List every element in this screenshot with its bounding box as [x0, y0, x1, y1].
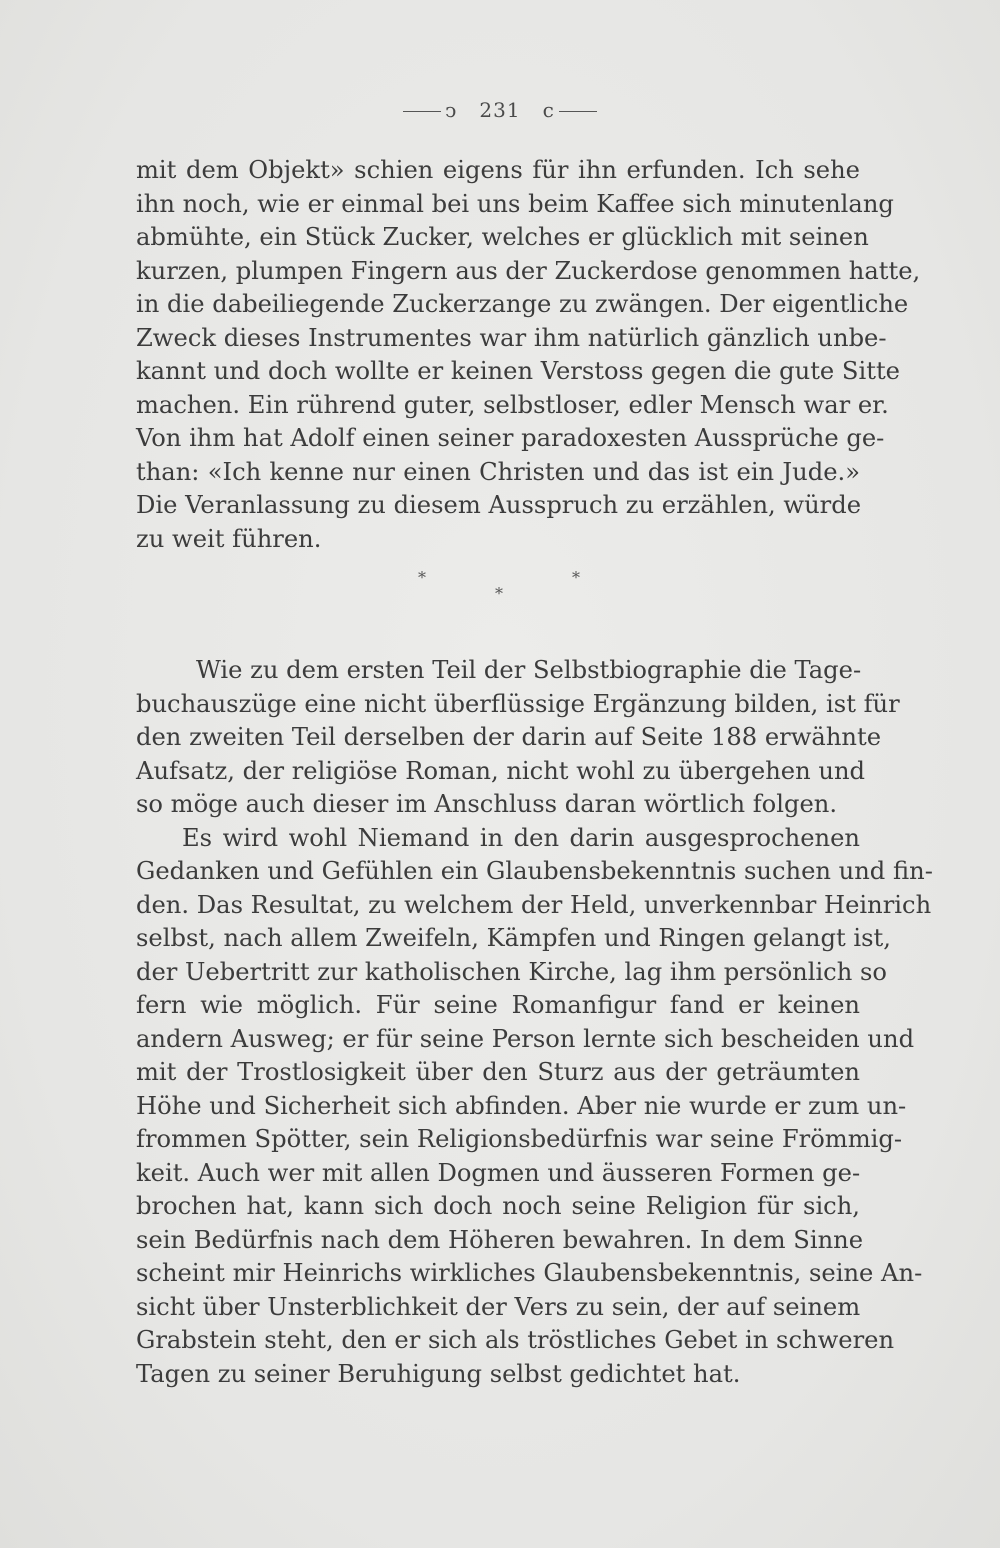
text-line: kannt und doch wollte er keinen Verstoss gegen die gute Sitte [136, 357, 900, 385]
separator-asterisk: * [418, 568, 426, 587]
text-line: than: «Ich kenne nur einen Christen und das ist ein Jude.» [136, 457, 860, 486]
text-line: brochen hat, kann sich doch noch seine Religion für sich, [136, 1192, 860, 1220]
text-line: frommen Spötter, sein Religionsbedürfnis war seine Frömmig- [136, 1125, 903, 1153]
text-line: mit dem Objekt» schien eigens für ihn erfunden. Ich sehe [136, 156, 860, 184]
paragraph-continuation [136, 154, 921, 556]
text-line: sicht über Unsterblichkeit der Vers zu sein, der auf seinem [136, 1292, 861, 1321]
text-line: Wie zu dem ersten Teil der Selbstbiographie die Tage- [196, 656, 862, 684]
right-rule [559, 111, 597, 112]
text-line: den zweiten Teil derselben der darin auf Seite 188 erwähnte [136, 723, 882, 751]
separator-asterisk: * [572, 568, 580, 587]
left-ornament: ↄ [445, 98, 458, 122]
separator-asterisk: * [495, 584, 503, 603]
text-line: kurzen, plumpen Fingern aus der Zuckerdose genommen hatte, [136, 256, 921, 285]
text-line: Die Veranlassung zu diesem Ausspruch zu erzählen, würde [136, 491, 862, 519]
text-line: ihn noch, wie er einmal bei uns beim Kaffee sich minutenlang [136, 189, 894, 218]
page-number: 231 [479, 98, 521, 122]
text-line: machen. Ein rührend guter, selbstloser, edler Mensch war er. [136, 390, 889, 419]
text-line: in die dabeiliegende Zuckerzange zu zwängen. Der eigentliche [136, 290, 909, 318]
text-line: zu weit führen. [136, 524, 322, 553]
text-line: so möge auch dieser im Anschluss daran wörtlich folgen. [136, 790, 838, 818]
text-line: mit der Trostlosigkeit über den Sturz aus der geträumten [136, 1058, 860, 1086]
text-line: den. Das Resultat, zu welchem der Held, unverkennbar Heinrich [136, 890, 932, 919]
text-line: scheint mir Heinrichs wirkliches Glaubensbekenntnis, seine An- [136, 1259, 923, 1287]
text-line: fern wie möglich. Für seine Romanfigur fand er keinen [136, 991, 860, 1019]
text-line: der Uebertritt zur katholischen Kirche, lag ihm persönlich so [136, 957, 887, 986]
text-line: sein Bedürfnis nach dem Höheren bewahren. In dem Sinne [136, 1225, 864, 1254]
text-line: abmühte, ein Stück Zucker, welches er glücklich mit seinen [136, 223, 869, 251]
text-line: Es wird wohl Niemand in den darin ausgesprochenen [182, 823, 860, 852]
text-line: Gedanken und Gefühlen ein Glaubensbekenntnis suchen und fin- [136, 857, 933, 885]
text-line: Von ihm hat Adolf einen seiner paradoxesten Aussprüche ge- [136, 424, 885, 452]
text-line: andern Ausweg; er für seine Person lernte sich bescheiden und [136, 1024, 915, 1053]
section-body [136, 654, 933, 1391]
text-line: buchauszüge eine nicht überflüssige Ergänzung bilden, ist für [136, 689, 900, 718]
text-line: keit. Auch wer mit allen Dogmen und äusseren Formen ge- [136, 1158, 861, 1187]
text-line: Tagen zu seiner Beruhigung selbst gedichtet hat. [136, 1359, 741, 1388]
text-line: Aufsatz, der religiöse Roman, nicht wohl zu übergehen und [136, 756, 866, 785]
text-line: selbst, nach allem Zweifeln, Kämpfen und Ringen gelangt ist, [136, 924, 891, 952]
text-line: Höhe und Sicherheit sich abfinden. Aber nie wurde er zum un- [136, 1091, 907, 1120]
text-line: Grabstein steht, den er sich als tröstliches Gebet in schweren [136, 1326, 895, 1354]
text-line: Zweck dieses Instrumentes war ihm natürlich gänzlich unbe- [136, 323, 887, 352]
running-head [0, 98, 1000, 122]
right-ornament: c [542, 98, 555, 122]
left-rule [403, 111, 441, 112]
